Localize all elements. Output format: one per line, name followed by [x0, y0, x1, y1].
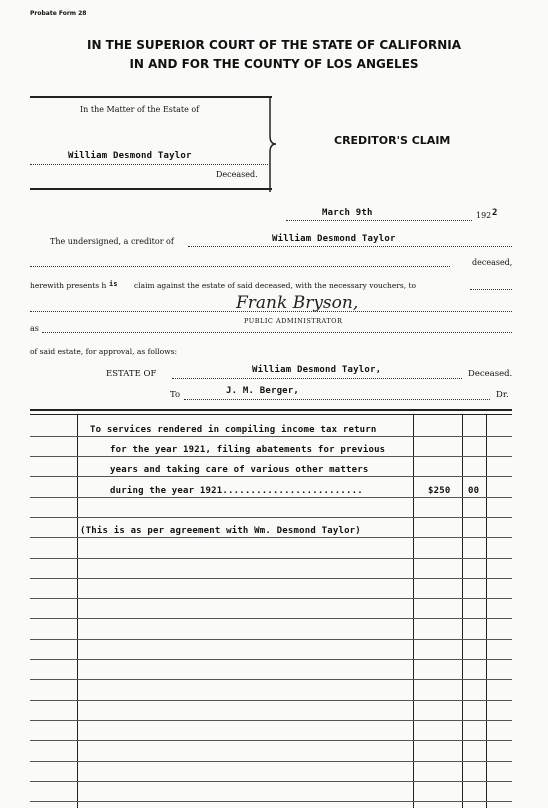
public-administrator-stamp: PUBLIC ADMINISTRATOR [244, 317, 343, 325]
ledger-row-line [30, 436, 512, 437]
claim-against-text: claim against the estate of said deceased, with the necessary vouchers, to [134, 281, 417, 290]
ledger-row-line [30, 497, 512, 498]
ledger-row-line [30, 598, 512, 599]
presents-text: herewith presents h [30, 281, 107, 290]
ledger-row-line [30, 639, 512, 640]
deceased-comma: deceased, [472, 258, 513, 267]
estate-of-value: William Desmond Taylor, [252, 365, 382, 375]
ledger-amount-cents: 00 [468, 486, 480, 496]
ledger-row-line [30, 781, 512, 782]
matter-label: In the Matter of the Estate of [80, 105, 200, 114]
ledger-row-line [30, 761, 512, 762]
as-rule [42, 332, 512, 333]
ledger-item-line-3: years and taking care of various other matters [110, 465, 369, 475]
court-title-line1: IN THE SUPERIOR COURT OF THE STATE OF CALIFORNIA [86, 38, 461, 52]
ledger-right-column-rule [486, 414, 487, 808]
to-rule [470, 289, 512, 290]
ledger-row-line [30, 456, 512, 457]
creditor-of-value: William Desmond Taylor [272, 234, 396, 244]
date-month-day: March 9th [322, 208, 373, 218]
to-value: J. M. Berger, [226, 386, 300, 396]
ledger-top-rule-1 [30, 409, 512, 411]
estate-of-label: ESTATE OF [106, 369, 157, 379]
brace-icon [264, 96, 278, 192]
ledger-row-line [30, 659, 512, 660]
blank-rule-1 [30, 266, 450, 267]
deceased-label-2: Deceased. [468, 369, 513, 379]
date-year-prefix: 192 [476, 211, 492, 220]
ledger-top-rule-2 [30, 414, 512, 415]
ledger-left-column-rule [77, 414, 78, 808]
ledger-item-line-1: To services rendered in compiling income tax return [90, 425, 377, 435]
presents-fill: is [109, 280, 118, 288]
deceased-label: Deceased. [216, 170, 258, 179]
form-number: Probate Form 28 [30, 10, 87, 17]
signature-rule [30, 311, 512, 312]
ledger-row-line [30, 740, 512, 741]
as-label: as [30, 324, 39, 333]
court-title-line2: IN AND FOR THE COUNTY OF LOS ANGELES [129, 57, 419, 71]
ledger-row-line [30, 618, 512, 619]
claim-title: CREDITOR'S CLAIM [334, 134, 451, 147]
to-label: To [170, 390, 181, 400]
ledger-row-line [30, 537, 512, 538]
estate-of-rule [172, 378, 462, 379]
decedent-name: William Desmond Taylor [68, 151, 192, 161]
ledger-amount-column-rule [413, 414, 414, 808]
ledger-item-line-4: during the year 1921......................... [110, 486, 363, 496]
date-year-suffix: 2 [492, 208, 498, 218]
ledger-row-line [30, 801, 512, 802]
ledger-item-line-2: for the year 1921, filing abatements for previous [110, 445, 386, 455]
ledger-amount-dollars: $250 [428, 486, 451, 496]
creditor-of-rule [188, 246, 512, 247]
dr-label: Dr. [496, 390, 509, 400]
ledger-row-line [30, 679, 512, 680]
to-value-rule [184, 399, 490, 400]
ledger-row-line [30, 558, 512, 559]
ledger-row-line [30, 700, 512, 701]
ledger-row-line [30, 720, 512, 721]
approval-text: of said estate, for approval, as follows: [30, 347, 177, 356]
ledger-note: (This is as per agreement with Wm. Desmond Taylor) [80, 526, 361, 536]
ledger-cents-column-rule [462, 414, 463, 808]
decedent-name-rule [30, 164, 268, 165]
matter-box-top-rule [30, 96, 272, 98]
undersigned-label: The undersigned, a creditor of [50, 237, 174, 246]
ledger-row-line [30, 578, 512, 579]
signature: Frank Bryson, [236, 293, 359, 313]
date-rule [286, 220, 472, 221]
ledger-row-line [30, 476, 512, 477]
ledger-row-line [30, 517, 512, 518]
matter-box-bottom-rule [30, 188, 272, 190]
